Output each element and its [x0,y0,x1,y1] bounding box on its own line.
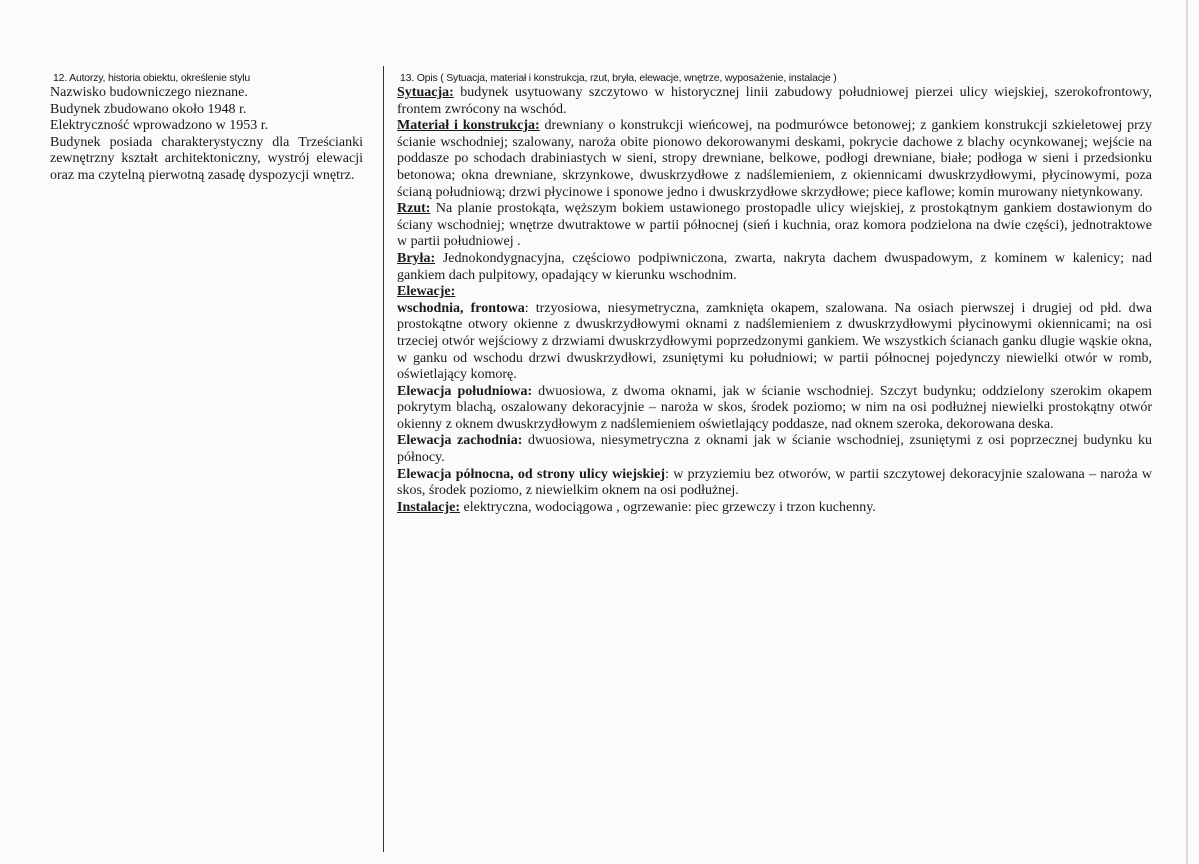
section-13-description [397,72,1152,516]
south-elevation-paragraph [397,384,1152,434]
plan-text: Na planie prostokąta, węższym bokiem ustawionego prostopadle ulicy wiejskiej, z prostokątnym gankiem dostawionym do ściany wschodniej; wnętrze dwutraktowe w partii północnej (sień i kuchnia, oraz komora podzielona na dwie części), jednotraktowe w partii południowej . [397,201,1152,250]
material-paragraph [397,118,1152,201]
installations-paragraph [397,500,1152,517]
plan-label: Rzut: [397,201,431,217]
electricity-line: Elektryczność wprowadzono w 1953 r. [50,118,269,134]
material-text: drewniany o konstrukcji wieńcowej, na podmurówce betonowej; z gankiem konstrukcji szkieletowej przy ścianie wschodniej; szalowany, naroża obite pionowo dekorowanymi deskami, pokrycie dachowe z blachy ocynkowanej; wejście na poddasze po schodach drabiniastych w sieni, stropy drewniane, belkowe, podłogi drewniane, białe; podłoga w sieni i przedsionku betonowa; okna drewniane, skrzynkowe, dwuskrzydłowe z nadślemieniem, z okiennicami dwuskrzydłowymi, płycinowymi, poza ścianą południową; drzwi płycinowe i sponowe jedno i dwuskrzydłowe skrzydłowe; piece kaflowe; komin murowany nietynkowany. [397,118,1153,200]
column-divider [383,66,384,852]
section-12-authors-history [50,72,363,185]
installations-text: elektryczna, wodociągowa , ogrzewanie: piec grzewczy i trzon kuchenny. [460,499,876,515]
north-elevation-text: : w przyziemiu bez otworów, w partii szczytowej dekoracyjnie szalowana – naroża w skos, środek poziomo, z niewielkim oknem na osi podłużnej. [397,466,1152,499]
north-elevation-label: Elewacja północna, od strony ulicy wiejskiej [397,466,666,482]
scan-edge [1186,0,1188,864]
west-elevation-paragraph [397,433,1152,466]
installations-label: Instalacje: [397,499,460,515]
elevations-label: Elewacje: [397,284,456,300]
section-13-header: 13. Opis ( Sytuacja, materiał i konstrukcja, rzut, bryła, elewacje, wnętrze, wyposażenie, instalacje ) [400,72,837,84]
builder-line: Nazwisko budowniczego nieznane. [50,85,248,100]
west-elevation-label: Elewacja zachodnia: [397,433,523,449]
massing-text: Jednokondygnacyjna, częściowo podpiwniczona, zwarta, nakryta dachem dwuspadowym, z kominem w kalenicy; nad gankiem dach pulpitowy, opadający w kierunku wschodnim. [397,250,1152,283]
built-year-line: Budynek zbudowano około 1948 r. [50,101,247,117]
situation-paragraph [397,85,1152,118]
south-elevation-text: dwuosiowa, z dwoma oknami, jak w ścianie wschodniej. Szczyt budynku; oddzielony szerokim okapem pokrytym blachą, oszalowany dekoracyjnie – naroża w skos, środek poziomo; w nim na osi podłużnej niewielki prostokątny otwór okienny z oknem dwuskrzydłowym z nadślemieniem oświetlający poddasze, nad oknem szeroka, dekorowana deska. [397,383,1153,432]
elevations-heading [397,284,1152,301]
east-elevation-text: : trzyosiowa, niesymetryczna, zamknięta okapem, szalowana. Na osiach pierwszej i drugiej od płd. dwa prostokątne otwory okienne z dwuskrzydłowymi oknami z nadślemieniem z dwuskrzydłowymi płycinowymi okiennicami; na osi trzeciej otwór wejściowy z drzwiami dwuskrzydłowymi poprzedzonymi gankiem. We wszystkich ścianach ganku dlugie wąskie okna, w ganku od wschodu drzwi dwuskrzydłowi, zsuniętymi ku południowi; w partii północnej pojedynczy niewielki otwór w romb, oświetlający komorę. [397,300,1152,383]
material-label: Materiał i konstrukcja: [397,118,540,134]
south-elevation-label: Elewacja południowa: [397,383,533,399]
massing-paragraph [397,251,1152,284]
situation-text: budynek usytuowany szczytowo w historycznej linii zabudowy południowej pierzei ulicy wiejskiej, szerokofrontowy, frontem zwrócony na wschód. [397,85,1152,117]
section-12-header: 12. Autorzy, historia obiektu, określenie stylu [53,72,251,84]
west-elevation-text: dwuosiowa, niesymetryczna z oknami jak w ścianie wschodniej, zsuniętymi z osi poprzecznej budynku ku północy. [397,433,1153,466]
character-line: Budynek posiada charakterystyczny dla Trześcianki zewnętrzny kształt architektoniczny, wystrój elewacji oraz ma czytelną pierwotną zasadę dyspozycji wnętrz. [50,134,363,183]
massing-label: Bryła: [397,250,436,266]
situation-label: Sytuacja: [397,85,454,100]
east-elevation-paragraph [397,301,1152,384]
plan-paragraph [397,201,1152,251]
north-elevation-paragraph [397,467,1152,500]
east-elevation-label: wschodnia, frontowa [397,300,525,316]
